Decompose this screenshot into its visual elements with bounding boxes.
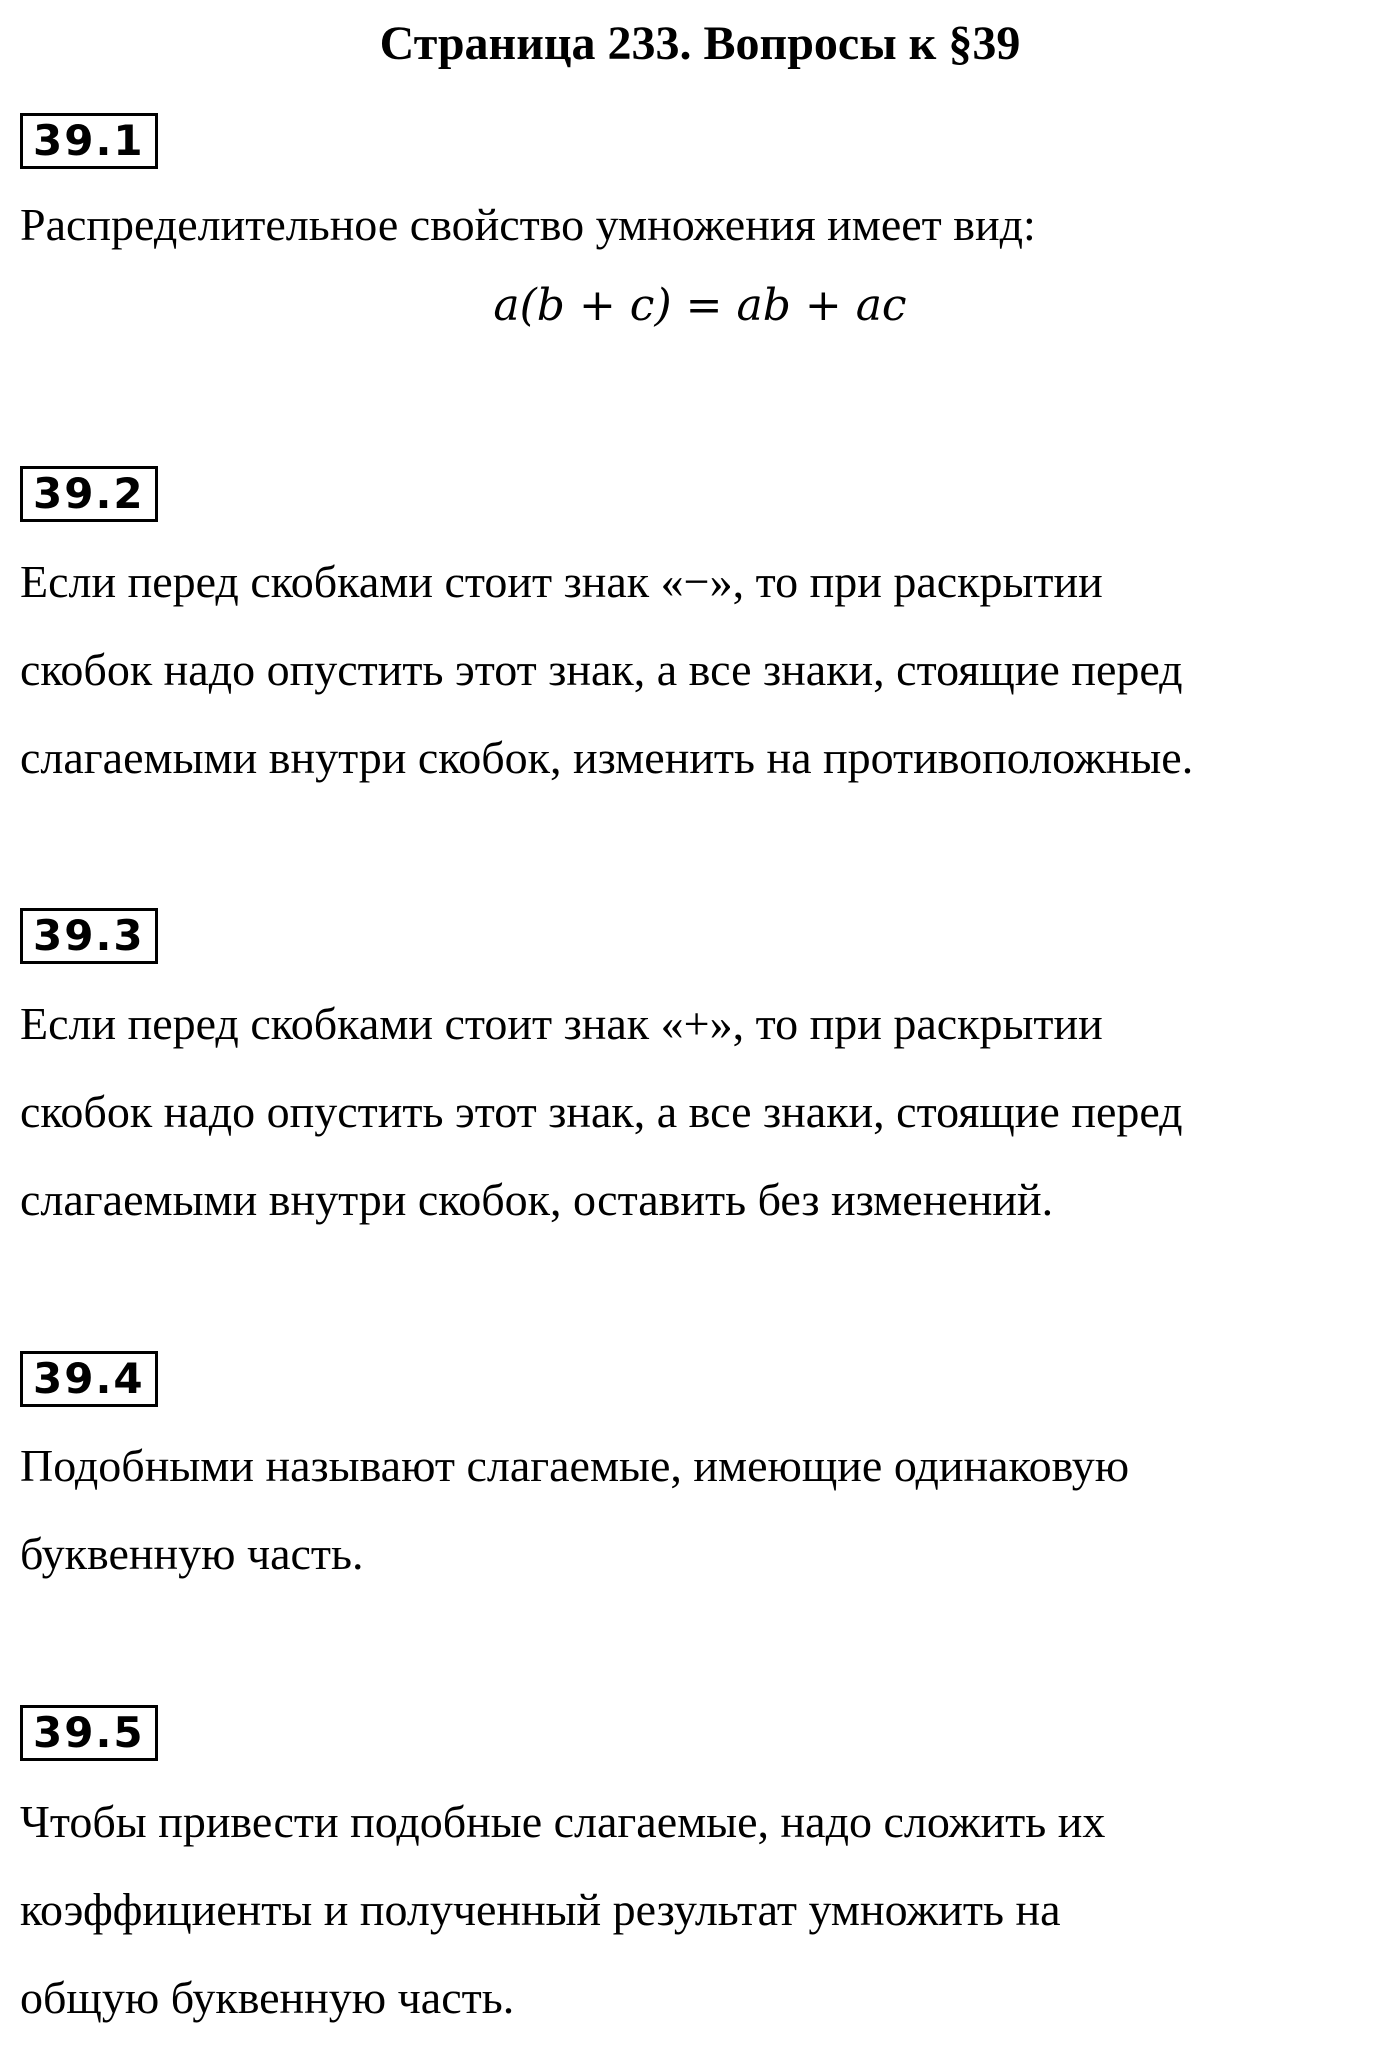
text-line: Если перед скобками стоит знак «−», то при раскрытии <box>20 556 1103 607</box>
section-number-39-4: 39.4 <box>20 1351 158 1407</box>
section-number-39-2: 39.2 <box>20 466 158 522</box>
text-line: общую буквенную часть. <box>20 1972 515 2023</box>
section-text-39-2 <box>20 538 1390 802</box>
section-number-39-1: 39.1 <box>20 113 158 169</box>
text-line: буквенную часть. <box>20 1528 364 1579</box>
text-line: Чтобы привести подобные слагаемые, надо сложить их <box>20 1796 1106 1847</box>
page-title: Страница 233. Вопросы к §39 <box>379 17 1021 70</box>
section-text-39-1 <box>20 181 1390 269</box>
section-text-39-3 <box>20 980 1390 1244</box>
section-number-39-5: 39.5 <box>20 1705 158 1761</box>
text-line: слагаемыми внутри скобок, оставить без изменений. <box>20 1174 1054 1225</box>
text-line: коэффициенты и полученный результат умножить на <box>20 1884 1061 1935</box>
text-line: Распределительное свойство умножения имеет вид: <box>20 199 1036 250</box>
text-line: скобок надо опустить этот знак, а все знаки, стоящие перед <box>20 1086 1183 1137</box>
text-line: Если перед скобками стоит знак «+», то при раскрытии <box>20 998 1103 1049</box>
section-text-39-4 <box>20 1422 1390 1598</box>
text-line: слагаемыми внутри скобок, изменить на противоположные. <box>20 732 1194 783</box>
text-line: Подобными называют слагаемые, имеющие одинаковую <box>20 1440 1130 1491</box>
section-text-39-5 <box>20 1778 1390 2042</box>
section-number-39-3: 39.3 <box>20 908 158 964</box>
text-line: скобок надо опустить этот знак, а все знаки, стоящие перед <box>20 644 1183 695</box>
distributive-formula: a(b + c) = ab + ac <box>493 280 907 331</box>
